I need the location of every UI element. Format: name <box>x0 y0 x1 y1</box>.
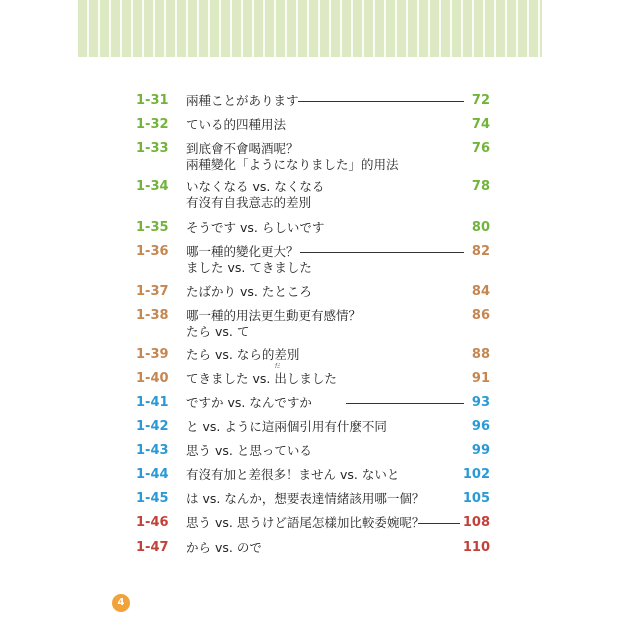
entry-title-line <box>186 363 466 387</box>
entry-page: 105 <box>462 491 490 506</box>
entry-page: 80 <box>471 220 490 235</box>
entry-number: 1-43 <box>136 443 169 458</box>
entry-title <box>186 491 466 507</box>
entry-number: 1-39 <box>136 347 169 362</box>
entry-number: 1-36 <box>136 244 169 259</box>
entry-title-line: は vs. なんか，想要表達情緒該用哪一個？ <box>186 491 425 506</box>
entry-number: 1-37 <box>136 284 169 299</box>
entry-page: 110 <box>462 540 490 555</box>
entry-title-line: そうです vs. らしいです <box>186 220 325 235</box>
leader-line <box>298 101 464 102</box>
title-text-pre: てきました vs. <box>186 371 275 386</box>
entry-title <box>186 347 466 363</box>
entry-number: 1-31 <box>136 93 169 108</box>
entry-title-line: たら vs. て <box>186 324 250 339</box>
leader-line <box>300 252 464 253</box>
entry-title-line: 思う vs. と思っている <box>186 443 312 458</box>
entry-page: 86 <box>471 308 490 323</box>
entry-title <box>186 141 466 173</box>
entry-number: 1-44 <box>136 467 169 482</box>
entry-page: 72 <box>471 93 490 108</box>
entry-title <box>186 419 466 435</box>
entry-title <box>186 117 466 133</box>
ruby-base: 出 <box>274 371 287 386</box>
entry-title <box>186 284 466 300</box>
entry-page: 102 <box>462 467 490 482</box>
ruby-reading: だ <box>274 363 281 370</box>
entry-title-line: たばかり vs. たところ <box>186 284 312 299</box>
entry-page: 76 <box>471 141 490 156</box>
entry-title <box>186 220 466 236</box>
entry-title <box>186 308 466 340</box>
entry-page: 84 <box>471 284 490 299</box>
entry-title-line: いなくなる vs. なくなる <box>186 179 325 194</box>
entry-number: 1-47 <box>136 540 169 555</box>
entry-title-line: ですか vs. なんですか <box>186 395 312 410</box>
entry-title-line: ました vs. てきました <box>186 260 312 275</box>
entry-page: 74 <box>471 117 490 132</box>
entry-page: 93 <box>471 395 490 410</box>
entry-page: 82 <box>471 244 490 259</box>
entry-number: 1-41 <box>136 395 169 410</box>
entry-title <box>186 244 466 276</box>
entry-number: 1-35 <box>136 220 169 235</box>
entry-title-line: 哪一種的變化更大？ <box>186 244 299 259</box>
entry-title-line: たら vs. なら的差別 <box>186 347 300 362</box>
entry-page: 91 <box>471 371 490 386</box>
entry-title <box>186 443 466 459</box>
entry-page: 96 <box>471 419 490 434</box>
entry-page: 99 <box>471 443 490 458</box>
entry-title-line: ている的四種用法 <box>186 117 287 132</box>
entry-page: 88 <box>471 347 490 362</box>
entry-page: 78 <box>471 179 490 194</box>
leader-line <box>346 403 464 404</box>
entry-title-line: 思う vs. 思うけど語尾怎樣加比較委婉呢？ <box>186 515 425 530</box>
entry-title <box>186 467 466 483</box>
entry-title-line: 有沒有加と差很多！ません vs. ないと <box>186 467 400 482</box>
entry-title <box>186 179 466 211</box>
entry-title <box>186 540 466 556</box>
entry-title-line: と vs. ように這兩個引用有什麼不同 <box>186 419 387 434</box>
entry-title-line: 到底會不會喝酒呢？ <box>186 141 299 156</box>
ruby-word <box>274 363 287 387</box>
title-text-post: しました <box>286 371 337 386</box>
entry-number: 1-46 <box>136 515 169 530</box>
entry-page: 108 <box>462 515 490 530</box>
entry-title-line: 哪一種的用法更生動更有感情？ <box>186 308 362 323</box>
entry-number: 1-45 <box>136 491 169 506</box>
entry-number: 1-38 <box>136 308 169 323</box>
entry-title-line: 兩種變化「ようになりました」的用法 <box>186 157 399 172</box>
page-number-badge: 4 <box>112 594 130 612</box>
entry-number: 1-32 <box>136 117 169 132</box>
entry-number: 1-42 <box>136 419 169 434</box>
entry-title <box>186 363 466 387</box>
entry-number: 1-40 <box>136 371 169 386</box>
entry-number: 1-33 <box>136 141 169 156</box>
entry-title-line: 兩種ことがあります <box>186 93 299 108</box>
entry-title-line: から vs. ので <box>186 540 262 555</box>
entry-number: 1-34 <box>136 179 169 194</box>
entry-title-line: 有沒有自我意志的差別 <box>186 195 312 210</box>
